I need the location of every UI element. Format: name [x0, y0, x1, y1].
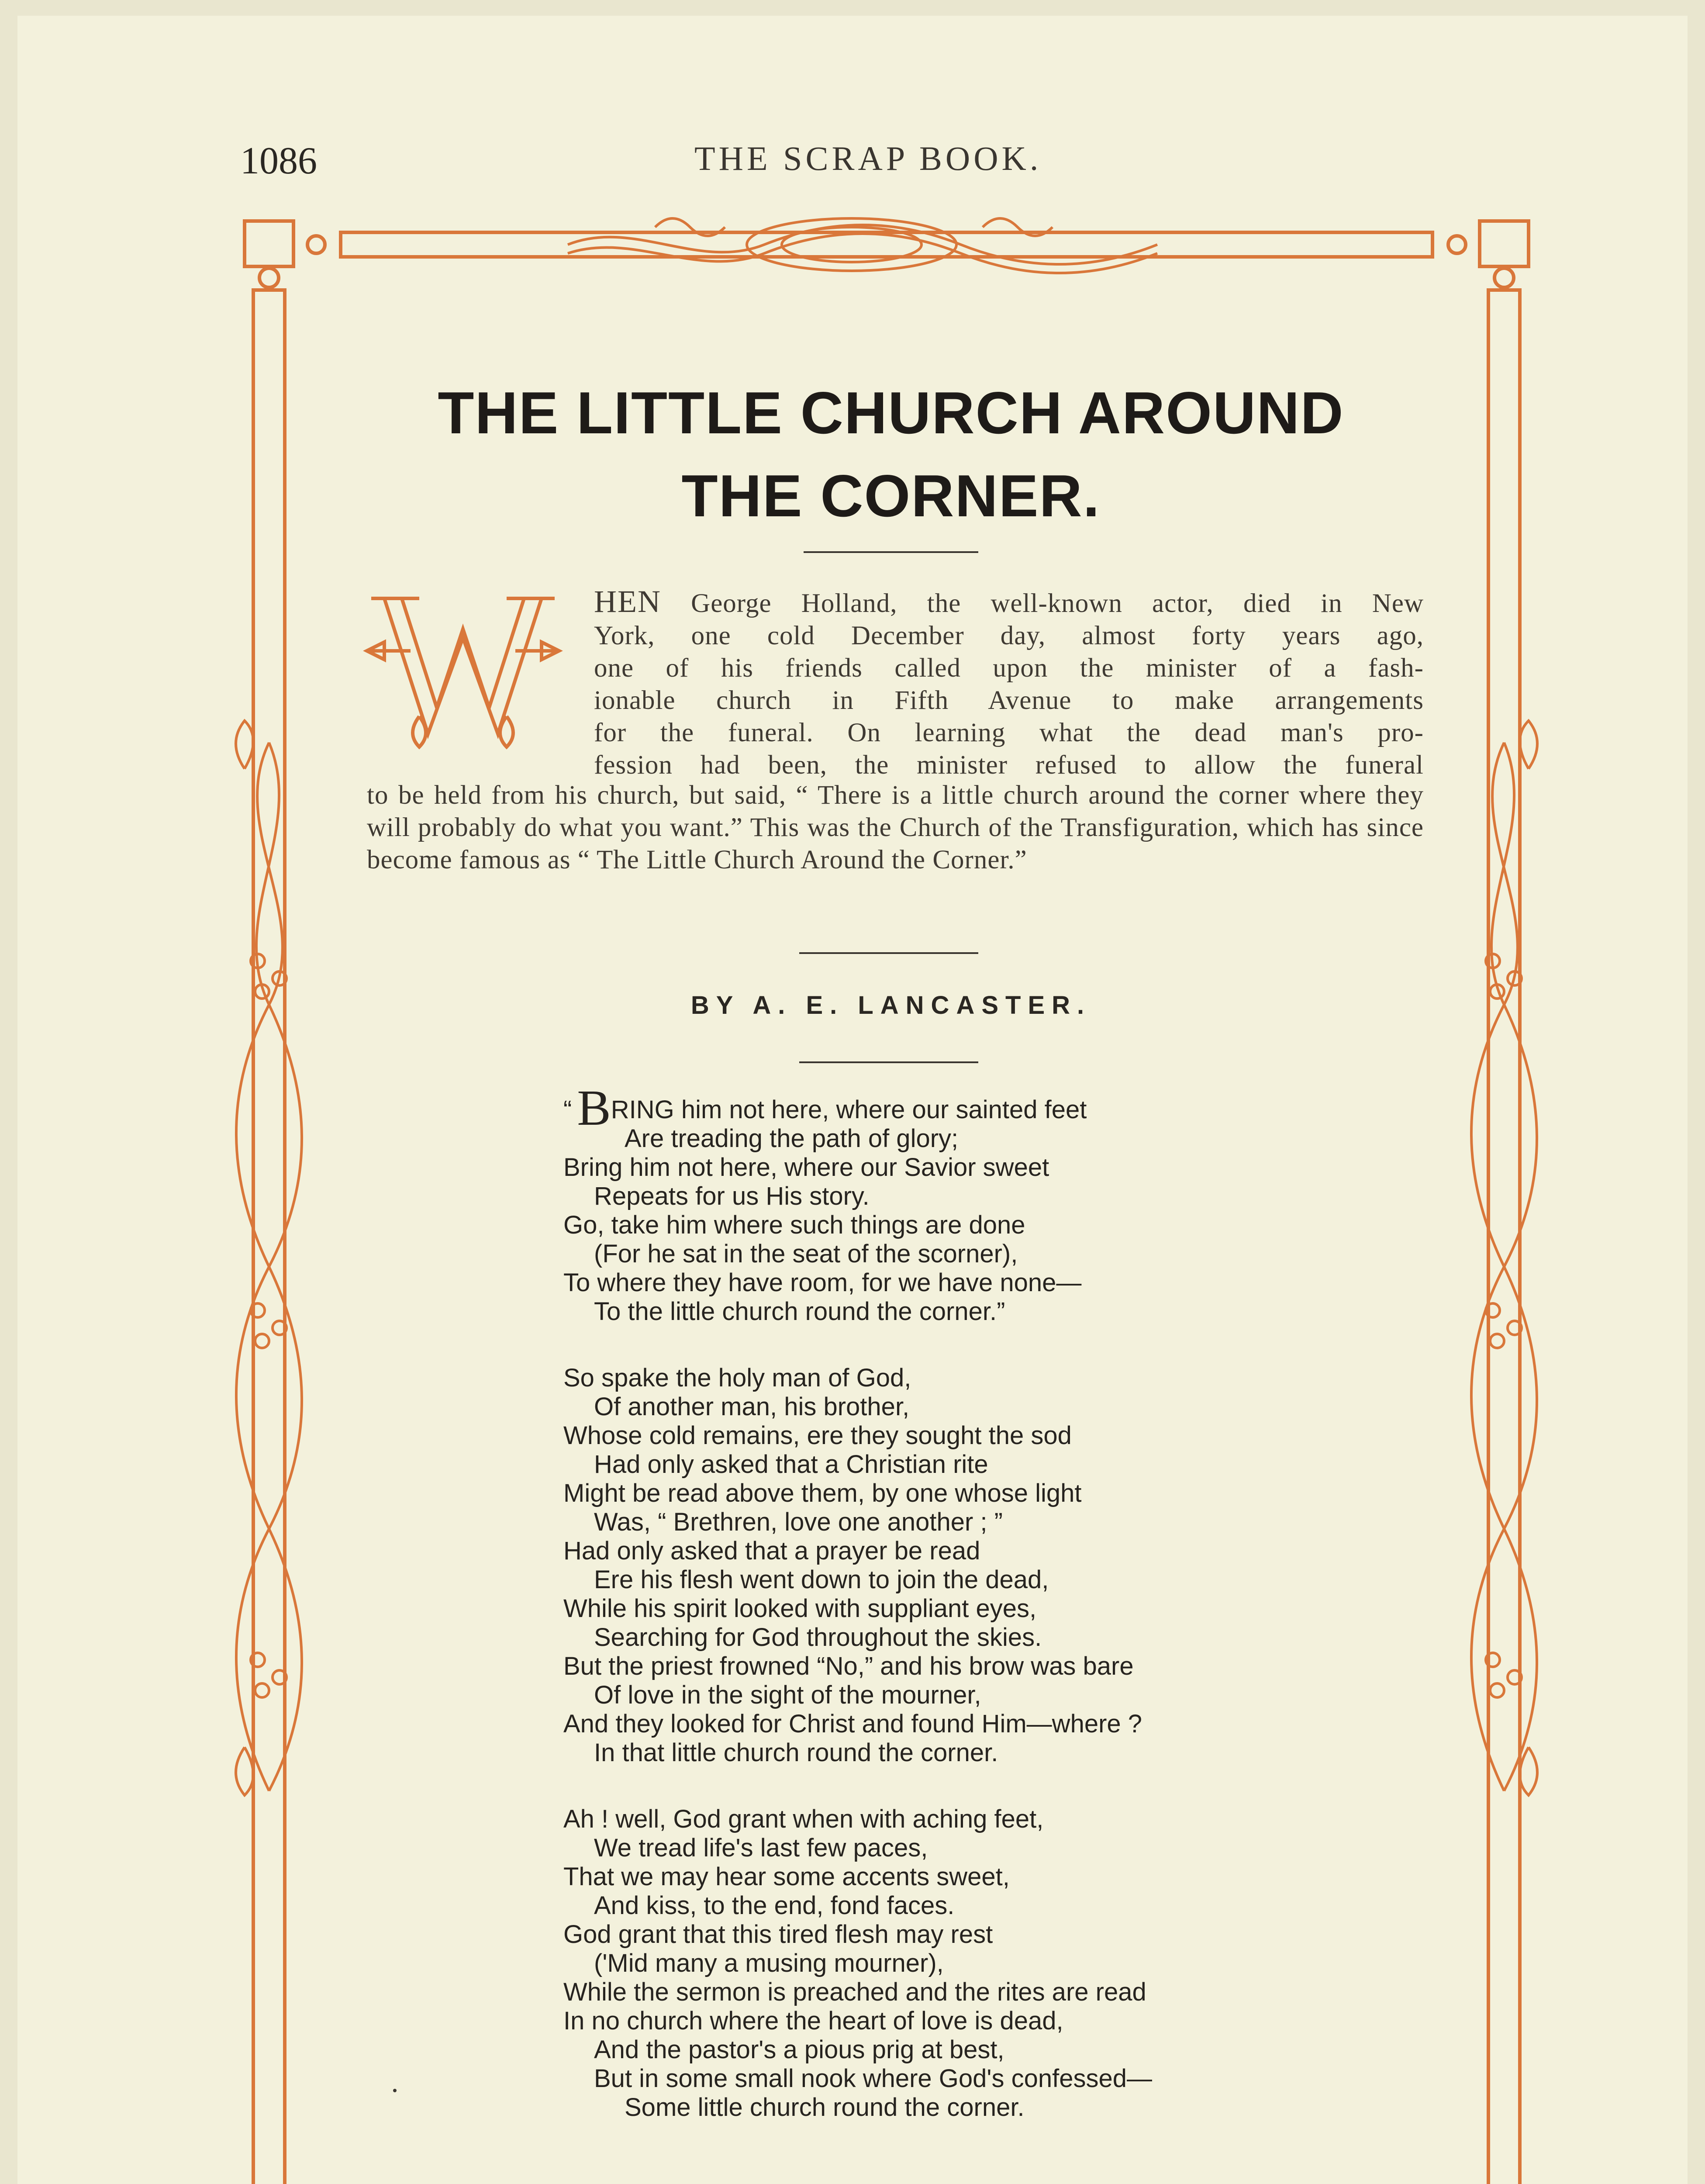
stray-mark [393, 2089, 397, 2092]
poem-line: Had only asked that a prayer be read [563, 1537, 980, 1565]
title-line-1: THE LITTLE CHURCH AROUND [438, 380, 1344, 446]
poem-line [563, 1080, 1350, 1136]
intro-line-4: ionable church in Fifth Avenue to make arrangements [594, 686, 1424, 715]
poem-line: Some little church round the corner. [625, 2093, 1025, 2122]
poem-line: But the priest frowned “No,” and his brow was bare [563, 1652, 1134, 1680]
page-number: 1086 [240, 140, 317, 182]
byline-rule [799, 1061, 978, 1063]
intro-line-5: for the funeral. On learning what the dead man's pro- [594, 718, 1424, 747]
poem-line: Whose cold remains, ere they sought the sod [563, 1421, 1072, 1450]
poem-line: We tread life's last few paces, [594, 1834, 928, 1862]
poem-line: (For he sat in the seat of the scorner), [594, 1240, 1018, 1268]
poem-line: Repeats for us His story. [594, 1182, 870, 1210]
intro-rule [799, 952, 978, 954]
title-line-2: THE CORNER. [681, 463, 1101, 529]
poem-line: And they looked for Christ and found Him—where ? [563, 1710, 1142, 1738]
poem-drop-cap: B [577, 1080, 611, 1136]
intro-lead: HEN [594, 584, 661, 619]
poem-line: That we may hear some accents sweet, [563, 1863, 1010, 1891]
intro-line-6: fession had been, the minister refused to allow the funeral [594, 750, 1424, 780]
poem-line: Bring him not here, where our Savior sweet [563, 1153, 1049, 1182]
intro-line-2: York, one cold December day, almost forty years ago, [594, 621, 1424, 650]
poem-line: But in some small nook where God's confessed— [594, 2064, 1153, 2093]
poem-line: Ere his flesh went down to join the dead, [594, 1565, 1049, 1594]
poem-line: In that little church round the corner. [594, 1738, 998, 1767]
poem-line: To where they have room, for we have none— [563, 1268, 1082, 1297]
running-head: THE SCRAP BOOK. [694, 139, 1042, 177]
page-header [240, 139, 1463, 187]
poem-line: While his spirit looked with suppliant eyes, [563, 1594, 1037, 1623]
title-rule [804, 551, 978, 553]
poem-line: Searching for God throughout the skies. [594, 1623, 1042, 1652]
poem-line: ('Mid many a musing mourner), [594, 1949, 944, 1977]
stanza-2 [563, 1364, 1350, 1767]
intro-line-3: one of his friends called upon the minister of a fash- [594, 653, 1424, 683]
poem-first-line: RING him not here, where our sainted feet [611, 1095, 1087, 1124]
intro-paragraph-rest: to be held from his church, but said, “ There is a little church around the corner where they will probably do what you want.” This was the Church of the Transfiguration, which has since become famous as “ The Little Church Around the Corner.” [367, 781, 1424, 874]
stanza-3 [563, 1805, 1350, 2122]
poem-line: While the sermon is preached and the rites are read [563, 1978, 1146, 2006]
poem-line: Ah ! well, God grant when with aching feet, [563, 1805, 1044, 1833]
poem-line: Are treading the path of glory; [625, 1124, 959, 1153]
poem-line: So spake the holy man of God, [563, 1364, 911, 1392]
byline: BY A. E. LANCASTER. [690, 991, 1091, 1019]
intro-paragraph-first [594, 585, 1424, 781]
poem-line: Of another man, his brother, [594, 1393, 910, 1421]
poem-line: And kiss, to the end, fond faces. [594, 1891, 955, 1920]
poem-line: In no church where the heart of love is dead, [563, 2007, 1063, 2035]
poem-line: Was, “ Brethren, love one another ; ” [594, 1508, 1003, 1536]
stanza-1 [563, 1080, 1350, 1326]
poem [563, 1080, 1350, 2160]
poem-line: And the pastor's a pious prig at best, [594, 2035, 1004, 2064]
intro-line-1: George Holland, the well-known actor, died in New [661, 589, 1424, 618]
drop-cap-letter: W [461, 691, 465, 696]
poem-line: Of love in the sight of the mourner, [594, 1681, 981, 1709]
poem-line: God grant that this tired flesh may rest [563, 1920, 993, 1949]
poem-line: Had only asked that a Christian rite [594, 1450, 988, 1479]
opening-quote: “ [563, 1095, 572, 1124]
article-title [349, 371, 1432, 537]
poem-line: Might be read above them, by one whose light [563, 1479, 1082, 1507]
poem-line: To the little church round the corner.” [594, 1297, 1005, 1326]
drop-cap-ornament [358, 585, 568, 751]
poem-line: Go, take him where such things are done [563, 1211, 1025, 1239]
